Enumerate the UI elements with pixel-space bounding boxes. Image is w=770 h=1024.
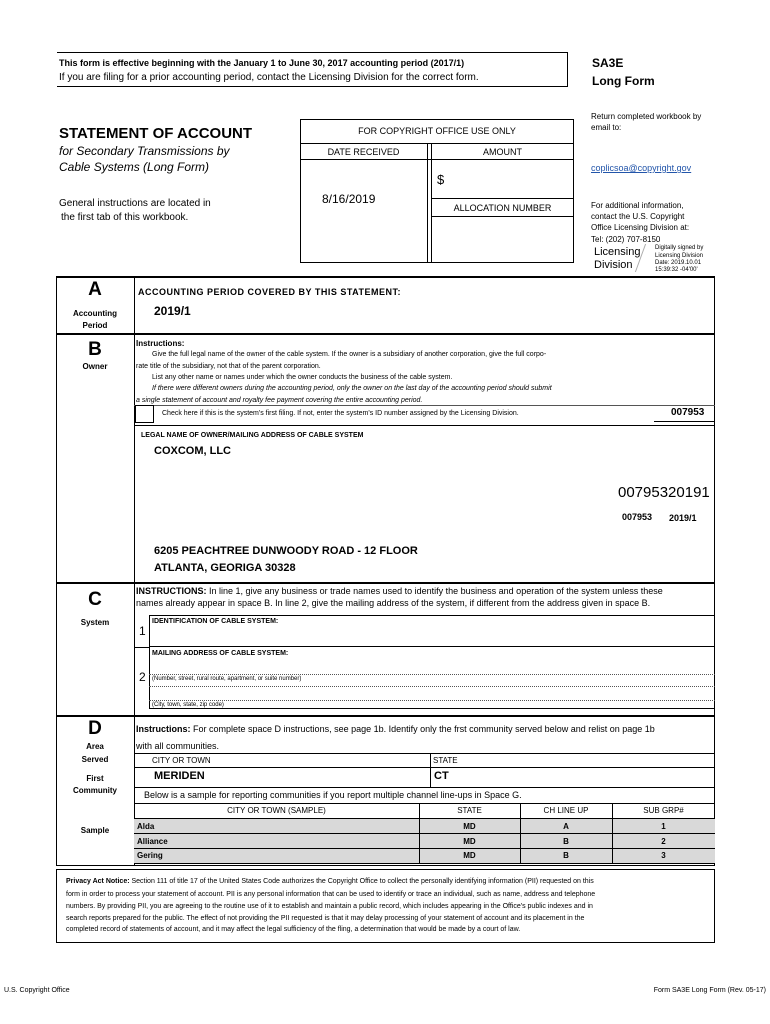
footer-form-rev: Form SA3E Long Form (Rev. 05-17) <box>653 987 766 994</box>
signature-name-1: Licensing <box>594 246 641 258</box>
signature-name-2: Division <box>594 259 633 271</box>
system-composite-number: 00795320191 <box>618 484 710 501</box>
space-b-instructions-heading: Instructions: <box>136 339 185 348</box>
accounting-period-small: 2019/1 <box>669 513 697 523</box>
office-use-box <box>300 119 574 263</box>
sample-state: MD <box>463 851 476 860</box>
space-a-label-2: Period <box>82 321 108 330</box>
space-d-label-4: Community <box>73 786 117 795</box>
city-or-town-label: CITY OR TOWN <box>152 756 211 765</box>
effective-notice-line1: This form is effective beginning with the January 1 to June 30, 2017 accounting period (2017/1) <box>59 58 465 68</box>
space-a-label-1: Accounting <box>73 309 117 318</box>
footer-office: U.S. Copyright Office <box>4 987 70 994</box>
sample-state: MD <box>463 837 476 846</box>
mailing-address-label: MAILING ADDRESS OF CABLE SYSTEM: <box>152 650 289 657</box>
mailing-street-field[interactable] <box>149 674 715 675</box>
statement-subtitle-1: for Secondary Transmissions by <box>59 144 230 158</box>
cable-system-id-label: IDENTIFICATION OF CABLE SYSTEM: <box>152 618 279 625</box>
form-name: Long Form <box>592 74 655 88</box>
space-b-label: Owner <box>82 362 108 371</box>
space-d-label-1: Area <box>86 742 104 751</box>
privacy-line-2: form in order to process your statement of account. PII is any personal information that can be used to identify or trace an individual, such as name, address and telephone <box>66 891 596 898</box>
sample-lineup: A <box>563 822 569 831</box>
sample-lineup: B <box>563 851 569 860</box>
contact-info-2: contact the U.S. Copyright <box>591 212 685 221</box>
system-id-value: 007953 <box>671 407 705 418</box>
street-hint: (Number, street, rural route, apartment, or suite number) <box>152 676 302 682</box>
sample-subgrp: 3 <box>661 851 666 860</box>
space-a-letter: A <box>88 279 102 300</box>
return-text-1: Return completed workbook by <box>591 112 702 121</box>
first-community-state[interactable]: CT <box>434 770 449 782</box>
amount-label: AMOUNT <box>483 147 522 157</box>
owner-address-line-1: 6205 PEACHTREE DUNWOODY ROAD - 12 FLOOR <box>154 545 418 557</box>
allocation-number-label: ALLOCATION NUMBER <box>453 203 552 213</box>
effective-notice-line2: If you are filing for a prior accounting period, contact the Licensing Division for the correct form. <box>59 72 479 83</box>
accounting-period-heading: ACCOUNTING PERIOD COVERED BY THIS STATEMENT: <box>138 287 402 297</box>
email-link[interactable]: coplicsoa@copyright.gov <box>591 163 692 173</box>
sample-subgrp: 2 <box>661 837 666 846</box>
space-d-instructions: Instructions: For complete space D instructions, see page 1b. Identify only the frst community served below and relist on page 1b <box>136 724 655 734</box>
signature-note-1: Digitally signed by <box>655 245 704 251</box>
owner-address-line-2: ATLANTA, GEORIGA 30328 <box>154 562 296 574</box>
space-b-instr-5: a single statement of account and royalty fee payment covering the entire accounting period. <box>136 397 423 404</box>
amount-value: $ <box>437 172 445 187</box>
sample-city: Alliance <box>137 837 168 846</box>
owner-name-value: COXCOM, LLC <box>154 445 231 457</box>
line-2-number: 2 <box>139 670 146 684</box>
sample-state: MD <box>463 822 476 831</box>
date-received-label: DATE RECEIVED <box>327 147 400 157</box>
signature-note-2: Licensing Division <box>655 253 704 259</box>
privacy-line-4: search reports prepared for the public. The effect of not providing the PII requested is that it may delay processing of your statement of account and its placement in the <box>66 915 585 922</box>
contact-info-3: Office Licensing Division at: <box>591 223 690 232</box>
sample-header-city: CITY OR TOWN (SAMPLE) <box>227 806 326 815</box>
return-text-2: email to: <box>591 123 622 132</box>
statement-subtitle-2: Cable Systems (Long Form) <box>59 160 210 174</box>
state-label: STATE <box>433 756 458 765</box>
first-filing-checkbox[interactable] <box>135 405 154 423</box>
space-d-letter: D <box>88 718 102 739</box>
space-d-label-5: Sample <box>80 826 110 835</box>
contact-info-1: For additional information, <box>591 201 684 210</box>
first-filing-text: Check here if this is the system's first filing. If not, enter the system's ID number assigned by the Licensing Division. <box>162 410 519 417</box>
sample-lineup: B <box>563 837 569 846</box>
sample-city: Gering <box>137 851 163 860</box>
general-instructions-1: General instructions are located in <box>59 198 211 209</box>
sample-header-subgrp: SUB GRP# <box>643 806 684 815</box>
privacy-line-5: completed record of statements of account, and it may affect the legal sufficiency of the fling, a determination that would be made by a court of law. <box>66 926 521 933</box>
space-c-label: System <box>80 618 110 627</box>
space-c-instructions: INSTRUCTIONS: In line 1, give any business or trade names used to identify the business and operation of the system unless these <box>136 586 663 596</box>
signature-note-3: Date: 2019.10.01 <box>655 260 702 266</box>
space-b-instr-4: If there were different owners during the accounting period, only the owner on the last day of the accounting period should submit <box>152 385 552 392</box>
space-d-instructions-2: with all communities. <box>136 741 220 751</box>
date-received-value: 8/16/2019 <box>322 192 376 206</box>
line-1-number: 1 <box>139 624 146 638</box>
space-c-instructions-2: names already appear in space B. In line 2, give the mailing address of the system, if different from the address given in space B. <box>136 598 651 608</box>
space-b-instr-2: rate title of the subsidiary, not that of the parent corporation. <box>136 363 321 370</box>
space-b-instr-3: List any other name or names under which the owner conducts the business of the cable system. <box>152 374 453 381</box>
first-community-city[interactable]: MERIDEN <box>154 770 205 782</box>
sample-subgrp: 1 <box>661 822 666 831</box>
city-hint: (City, town, state, zip code) <box>152 702 224 708</box>
general-instructions-2: the first tab of this workbook. <box>61 212 189 223</box>
statement-title: STATEMENT OF ACCOUNT <box>59 125 253 142</box>
sample-header-state: STATE <box>457 806 482 815</box>
system-id-small: 007953 <box>622 512 653 522</box>
contact-tel: Tel: (202) 707-8150 <box>591 235 661 244</box>
privacy-line-3: numbers. By providing PII, you are agreeing to the routine use of it to establish and maintain a public record, which includes appearing in the Office's public indexes and in <box>66 903 593 910</box>
accounting-period-value: 2019/1 <box>154 304 191 318</box>
legal-name-heading: LEGAL NAME OF OWNER/MAILING ADDRESS OF CABLE SYSTEM <box>141 432 364 439</box>
space-b-letter: B <box>88 339 102 360</box>
space-d-label-3: First <box>86 774 104 783</box>
sample-note: Below is a sample for reporting communities if you report multiple channel line-ups in Space G. <box>144 790 522 800</box>
space-d-label-2: Served <box>81 755 109 764</box>
privacy-line-1: Privacy Act Notice: Section 111 of title 17 of the United States Code authorizes the Copyright Office to collect the personally identifying information (PII) requested on this <box>66 878 594 885</box>
space-b-instr-1: Give the full legal name of the owner of the cable system. If the owner is a subsidiary of another corporation, give the full corpo- <box>152 351 547 358</box>
form-code: SA3E <box>592 56 624 70</box>
signature-note-4: 15:39:32 -04'00' <box>655 267 698 273</box>
mailing-city-field[interactable] <box>149 700 715 701</box>
space-c-letter: C <box>88 589 102 610</box>
sample-city: Alda <box>137 822 155 831</box>
office-use-heading: FOR COPYRIGHT OFFICE USE ONLY <box>358 126 516 136</box>
sample-header-lineup: CH LINE UP <box>543 806 589 815</box>
